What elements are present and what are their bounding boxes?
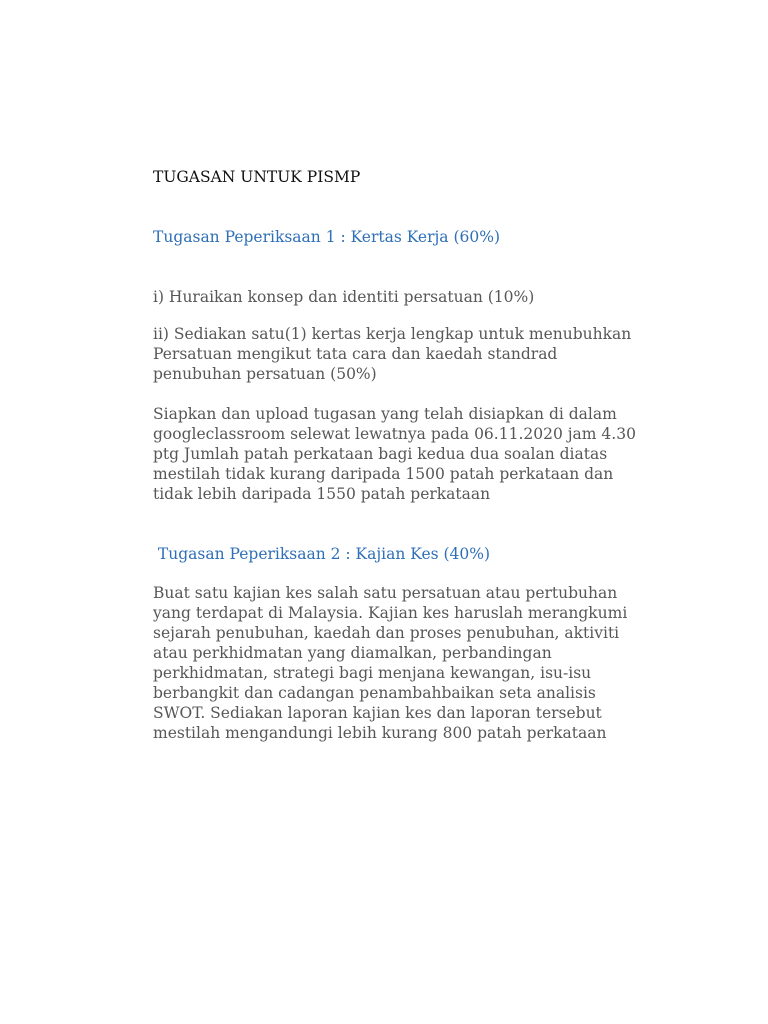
section2-heading	[153, 544, 653, 564]
section2-heading-text: Tugasan Peperiksaan 2 : Kajian Kes (40%)	[153, 545, 491, 563]
section2-body-line: sejarah penubuhan, kaedah dan proses penubuhan, aktiviti	[153, 624, 620, 642]
document-title	[153, 167, 653, 187]
section2-body-line: atau perkhidmatan yang diamalkan, perbandingan	[153, 644, 552, 662]
section2-body-line: perkhidmatan, strategi bagi menjana kewangan, isu-isu	[153, 664, 592, 682]
section1-item2	[153, 324, 653, 384]
section1-instruction-line: Siapkan dan upload tugasan yang telah disiapkan di dalam	[153, 405, 617, 423]
section1-item2-line: ii) Sediakan satu(1) kertas kerja lengkap untuk menubuhkan	[153, 325, 632, 343]
section1-instruction-line: googleclassroom selewat lewatnya pada 06.11.2020 jam 4.30	[153, 425, 636, 443]
section2-body-line: SWOT. Sediakan laporan kajian kes dan laporan tersebut	[153, 704, 602, 722]
section1-instructions	[153, 404, 653, 504]
section1-item2-line: penubuhan persatuan (50%)	[153, 365, 377, 383]
section1-item1-text: i) Huraikan konsep dan identiti persatuan (10%)	[153, 288, 535, 306]
section1-item2-line: Persatuan mengikut tata cara dan kaedah standrad	[153, 345, 558, 363]
section1-item1	[153, 287, 653, 307]
section1-heading	[153, 227, 653, 247]
section2-body-line: yang terdapat di Malaysia. Kajian kes haruslah merangkumi	[153, 604, 628, 622]
section2-body-line: berbangkit dan cadangan penambahbaikan seta analisis	[153, 684, 596, 702]
document-title-text: TUGASAN UNTUK PISMP	[153, 168, 361, 186]
section2-body-line: mestilah mengandungi lebih kurang 800 patah perkataan	[153, 724, 607, 742]
section2-body	[153, 583, 653, 743]
section1-instruction-line: ptg Jumlah patah perkataan bagi kedua dua soalan diatas	[153, 445, 608, 463]
section2-body-line: Buat satu kajian kes salah satu persatuan atau pertubuhan	[153, 584, 618, 602]
section1-instruction-line: mestilah tidak kurang daripada 1500 patah perkataan dan	[153, 465, 614, 483]
section1-instruction-line: tidak lebih daripada 1550 patah perkataan	[153, 485, 491, 503]
section1-heading-text: Tugasan Peperiksaan 1 : Kertas Kerja (60%)	[153, 228, 500, 246]
